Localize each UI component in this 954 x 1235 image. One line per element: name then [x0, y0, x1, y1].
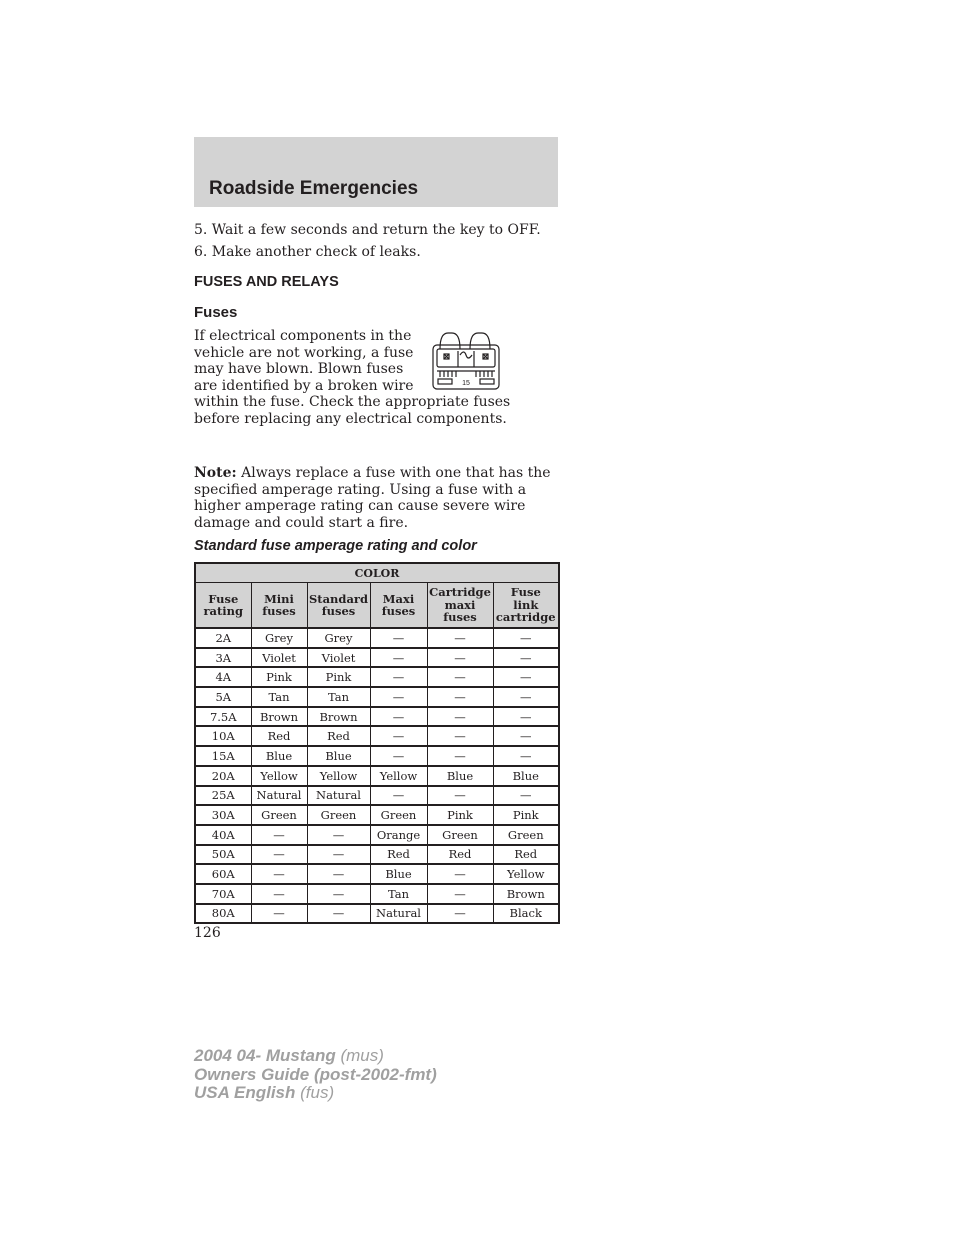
fuse-color-table	[194, 562, 560, 924]
table-cell: 2A	[195, 628, 251, 648]
table-cell: Grey	[307, 628, 370, 648]
table-row	[195, 805, 559, 825]
table-caption: Standard fuse amperage rating and color	[194, 538, 477, 554]
table-cell: Violet	[307, 648, 370, 668]
footer-line-3: USA English (fus)	[194, 1083, 335, 1102]
table-cell: Yellow	[493, 864, 559, 884]
table-cell: Violet	[251, 648, 307, 668]
table-cell: Green	[251, 805, 307, 825]
table-cell: —	[370, 726, 427, 746]
table-cell: —	[251, 864, 307, 884]
table-cell: Pink	[307, 667, 370, 687]
table-cell: Pink	[251, 667, 307, 687]
section-title: Roadside Emergencies	[209, 178, 419, 199]
table-cell: —	[493, 707, 559, 727]
page-number: 126	[194, 925, 221, 941]
section-heading: FUSES AND RELAYS	[194, 274, 339, 290]
table-row	[195, 786, 559, 806]
table-cell: —	[427, 904, 493, 924]
table-row	[195, 687, 559, 707]
table-cell: —	[251, 904, 307, 924]
table-cell: Green	[427, 825, 493, 845]
table-cell: —	[370, 628, 427, 648]
table-cell: Tan	[307, 687, 370, 707]
table-cell: —	[427, 667, 493, 687]
table-cell: Natural	[370, 904, 427, 924]
table-cell: 25A	[195, 786, 251, 806]
table-row	[195, 746, 559, 766]
table-cell: 60A	[195, 864, 251, 884]
table-cell: —	[493, 628, 559, 648]
table-cell: 50A	[195, 845, 251, 865]
intro-paragraph	[194, 328, 558, 427]
table-row	[195, 667, 559, 687]
table-cell: Yellow	[251, 766, 307, 786]
column-header: Fuse rating	[195, 583, 251, 629]
column-header: Maxi fuses	[370, 583, 427, 629]
table-row	[195, 648, 559, 668]
table-cell: Pink	[493, 805, 559, 825]
table-cell: 5A	[195, 687, 251, 707]
table-cell: —	[370, 687, 427, 707]
table-cell: 15A	[195, 746, 251, 766]
table-cell: Red	[251, 726, 307, 746]
table-cell: 30A	[195, 805, 251, 825]
table-cell: —	[307, 904, 370, 924]
table-cell: Blue	[370, 864, 427, 884]
table-cell: —	[427, 786, 493, 806]
table-row	[195, 825, 559, 845]
table-cell: —	[427, 746, 493, 766]
column-header: Fuse link cartridge	[493, 583, 559, 629]
table-row	[195, 628, 559, 648]
table-cell: 10A	[195, 726, 251, 746]
table-cell: —	[427, 707, 493, 727]
table-cell: Green	[493, 825, 559, 845]
table-cell: Orange	[370, 825, 427, 845]
column-header: Standard fuses	[307, 583, 370, 629]
table-row	[195, 904, 559, 924]
table-cell: —	[493, 667, 559, 687]
table-cell: —	[427, 864, 493, 884]
table-cell: —	[493, 746, 559, 766]
table-cell: Blue	[493, 766, 559, 786]
table-cell: —	[307, 825, 370, 845]
table-cell: —	[370, 786, 427, 806]
note-label: Note:	[194, 465, 237, 481]
table-cell: —	[370, 746, 427, 766]
table-cell: —	[251, 825, 307, 845]
footer-line-1: 2004 04- Mustang (mus)	[194, 1046, 384, 1065]
table-cell: —	[493, 687, 559, 707]
table-cell: —	[251, 845, 307, 865]
table-cell: —	[370, 667, 427, 687]
table-cell: Black	[493, 904, 559, 924]
table-row	[195, 707, 559, 727]
table-row	[195, 845, 559, 865]
table-cell: Blue	[251, 746, 307, 766]
note-text: Always replace a fuse with one that has the specified amperage rating. Using a fuse with a higher amperage rating can cause severe wire damage and could start a fire.	[194, 465, 551, 531]
table-cell: Red	[370, 845, 427, 865]
table-cell: Brown	[493, 884, 559, 904]
table-cell: —	[427, 628, 493, 648]
table-cell: Red	[427, 845, 493, 865]
table-row	[195, 766, 559, 786]
table-cell: Tan	[251, 687, 307, 707]
table-cell: —	[427, 884, 493, 904]
table-row	[195, 726, 559, 746]
table-cell: 70A	[195, 884, 251, 904]
table-cell: 3A	[195, 648, 251, 668]
table-cell: Brown	[251, 707, 307, 727]
column-header: Mini fuses	[251, 583, 307, 629]
table-cell: Natural	[251, 786, 307, 806]
table-row	[195, 884, 559, 904]
footer-line-2: Owners Guide (post-2002-fmt)	[194, 1064, 437, 1084]
intro-text: If electrical components in the vehicle are not working, a fuse may have blown. Blown fuses are identified by a broken wire within the fuse. Check the appropriate fuses before replacing any electrical components.	[194, 328, 511, 427]
section-header-band	[194, 137, 558, 207]
table-cell: —	[307, 845, 370, 865]
document-footer	[194, 1047, 437, 1103]
table-cell: 80A	[195, 904, 251, 924]
table-cell: Blue	[427, 766, 493, 786]
fuse-rating-label: 15	[462, 380, 470, 387]
table-cell: —	[370, 648, 427, 668]
color-group-header: COLOR	[195, 563, 559, 583]
table-cell: —	[493, 726, 559, 746]
table-cell: Yellow	[370, 766, 427, 786]
table-cell: Brown	[307, 707, 370, 727]
table-cell: Red	[493, 845, 559, 865]
blade-fuse-icon	[430, 329, 502, 393]
table-cell: 4A	[195, 667, 251, 687]
table-cell: Yellow	[307, 766, 370, 786]
table-cell: Natural	[307, 786, 370, 806]
table-cell: 20A	[195, 766, 251, 786]
table-cell: 7.5A	[195, 707, 251, 727]
table-cell: —	[370, 707, 427, 727]
step-6: 6. Make another check of leaks.	[194, 244, 421, 260]
note-paragraph	[194, 465, 558, 531]
table-cell: —	[307, 884, 370, 904]
table-cell: Red	[307, 726, 370, 746]
table-cell: —	[493, 648, 559, 668]
table-cell: Grey	[251, 628, 307, 648]
table-cell: Pink	[427, 805, 493, 825]
table-cell: —	[427, 648, 493, 668]
table-cell: —	[427, 726, 493, 746]
column-header: Cartridge maxi fuses	[427, 583, 493, 629]
step-5: 5. Wait a few seconds and return the key to OFF.	[194, 222, 541, 238]
table-cell: Green	[307, 805, 370, 825]
table-cell: 40A	[195, 825, 251, 845]
table-cell: —	[427, 687, 493, 707]
table-cell: —	[493, 786, 559, 806]
subheading-fuses: Fuses	[194, 304, 238, 321]
table-cell: —	[307, 864, 370, 884]
table-cell: Blue	[307, 746, 370, 766]
table-cell: Green	[370, 805, 427, 825]
table-row	[195, 864, 559, 884]
table-cell: —	[251, 884, 307, 904]
table-cell: Tan	[370, 884, 427, 904]
